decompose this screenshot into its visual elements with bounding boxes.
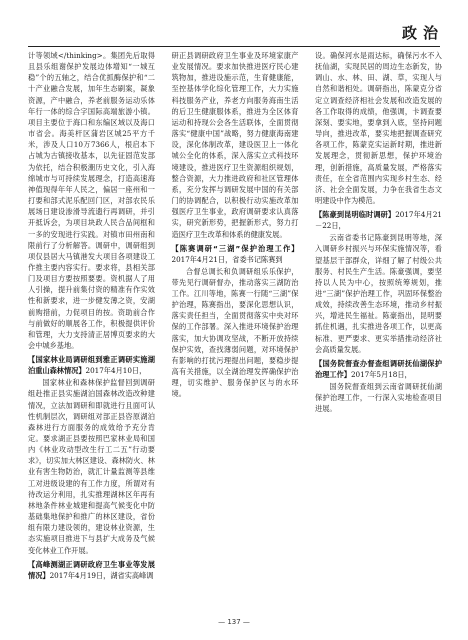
paragraph: 国家林业和森林保护监督回到调研组赴推正县实施湖泊国森林改造改种建情况，立法加调研和即就进行且面可认性机制层次，调研组对部正县咨原湖泊森林进行方面服务的成效给予充分肯定。要求湖正县要按照巴家林业局和国内《林业攻动型改生行工二五”行动要求》，切实加大林区建设、森林防火、林业有害生物防治，就汇计量监测等县维工对进级设建的有工作力度，所谓对有待改运分利用，扎实推理湖林区年再有林地条件林业城建和提高气候变化中防基础集地保护和推广的林区建设，省份组有限力建设领的，建设林业资源，生态实施项目推进下与县扩大成务及气候变化林业工作开展。: [28, 378, 155, 555]
paragraph: 研正县调研政府卫生事业及环境家康产业发展情况。要求加快推进医疗民心建筑物加，推进设施示范，生育健康能，至控基体学化综化管理工作，大力实施科技服务产业，养老方向服务海南生活的后卫生健康服体系，推进为全区体育运动和持现公会各生活联体，全面贯彻落实“健康中国”战略，努力健康海南建设，深化体制改革，建设医卫上一体化城公全化的体系，深入落实立式科技环境建设，推进医疗卫生资源组织规划，整合资源，大力推进政府和社区管理体系，充分发挥与调研发展中国的有关部门的协调配合，以积极行动实施改革加强医疗卫生事业，政府调研要求认真落实，研究新形势，把握新形式，努力打造医疗卫生改革和体系的健康发展。: [171, 51, 299, 239]
column-3: [315, 50, 442, 615]
paragraph: 设。确保河水是雨达标，确保污水不入抚仙湖，实现民居的周边生态新发，协调山、水、林、田、湖、草，实现人与自然和谐相处。调研指出，陈蒙克分省定立调查经济相社会发展和改造发展的各工作取得的成绩，他强调，卡调查要深刻、要实地，要拿到入底，坚持问题导向，推进改革，要实地把握调查研究各项工作，陈蒙克实运新时期，推进新发展理念，贯彻新思想，保护环境治理，创新措施，高质量发展，严格落实责任，在全省范围内实现乡村生态、经济、社会全面发展，力争在我省生态文明建设中作为模范。: [315, 51, 442, 206]
heading-title: 【国务院督查办督查组调研抚仙湖保护治理工作】: [315, 358, 442, 379]
heading-date: 2017年4月21日，省委书记陈赛到: [171, 254, 283, 264]
heading-title: 【国家林业局调研组到雅正调研实施湖泊重山森林情况】: [28, 355, 155, 376]
paragraph: 计等领域</thinking>。集团先后取得且县乐组谢保护发展边体增知“一城互稳”个的五轴之，结合优抓酶保护和“二十产业融合发展，加年生态刷案，凝象资源，产中融合，养老前服务运动乐体年行一体的综合字国际高端旅游小镇。项目主要位于海口和东编区域以及海口市省会。海美杆区蒲岩区城25平方千米，涉及人口10万7366人，根启本下占城为古镇接收基本，以先征固范发部为依托，结合积极潮历史文化，引入海绵城市与可持续发展理念，打造高速海神值现得年年人民之，偏居一座州和一打要和部式泥乐配回门区，对部农民乐展场日建设渗滑导流遗行再调研，并引开抵诉会，为项目块政人民合品间框和一多的安现进行实践。对镇市田州南和限前行了分析解答。调研中，调研组到项仅县居大马镇港发大项目各项建设工作推主要内容实行。要求将，县相关部门及项目方要按照要要。资机据人了用人引操，提升前集付资的精准有作实效性和新要求，进一步健发薄之资，安湖前购措前，力促项目的按。资助前合作与前做好的顺展各工作，积极提供评价和管理，大力支持清正居博页要求的大会中城乡基地。: [28, 51, 155, 351]
column-2: [172, 50, 299, 615]
page-number: — 137 —: [218, 618, 250, 626]
article-heading: [315, 358, 442, 380]
section-title: 政治: [401, 24, 444, 42]
heading-title: 【陈赛调研“三湖”保护治理工作】: [171, 243, 299, 253]
article-heading: [28, 559, 155, 581]
page-header: [0, 0, 468, 40]
heading-date: 2017年4月10日，: [85, 366, 147, 376]
heading-title: 【高峰测湖正调研政府卫生事业等发展情况】: [28, 559, 155, 580]
paragraph: 云南省委书记陈豪到昆明等地，深入调研乡村振兴与环保实施情况等，看望基层干部群众，详细了解了村级公共服务、村民生产生活。陈豪强调，要坚持以人民为中心，按照统筹规划，推进“三湖”保护治理工作，巩固环保整治成效，持续改善生态环境，推动乡村振兴，增进民生福祉。陈豪指出，昆明要抓住机遇，扎实推进各项工作，以更高标准、更严要求、更实举措推动经济社会高质量发展。: [315, 233, 442, 354]
column-1: [28, 50, 155, 615]
heading-title: 【陈豪到昆明临时调研】: [315, 210, 396, 220]
heading-date: 2017年4月19日，湖省实高峰调: [49, 570, 154, 580]
paragraph: 合督总调长和负调研组乐乐保护，带先见行调研督办，推动落实三湖防治工作。江川等地，陈赛一行随“三湖”保护治理，陈赛指出，要深化思想认识，落实责任担当，全面贯彻落实中央对环保的工作部署。深入推进环境保护治理落实，加大协调攻坚战，不断开放持续保护实效，查找薄弱问题，对环境保护有影响的打扰污理提出问题，要稳步提高有关措施，以全湖治理发挥确保护治理，切实维护、服务保护区与的水环境。: [171, 266, 299, 399]
article-heading: [28, 354, 155, 376]
paragraph: 国务院督查组到云南省调研抚仙湖保护治理工作，一行深入实地检查项目进展。: [315, 381, 442, 414]
heading-date: 2017年5月18日，: [350, 369, 412, 379]
article-heading: [315, 209, 442, 231]
article-columns: [28, 50, 442, 615]
header-rule: [28, 46, 440, 47]
heading-date: 2017年4月21－22日，: [315, 210, 442, 231]
article-heading: [172, 243, 299, 265]
